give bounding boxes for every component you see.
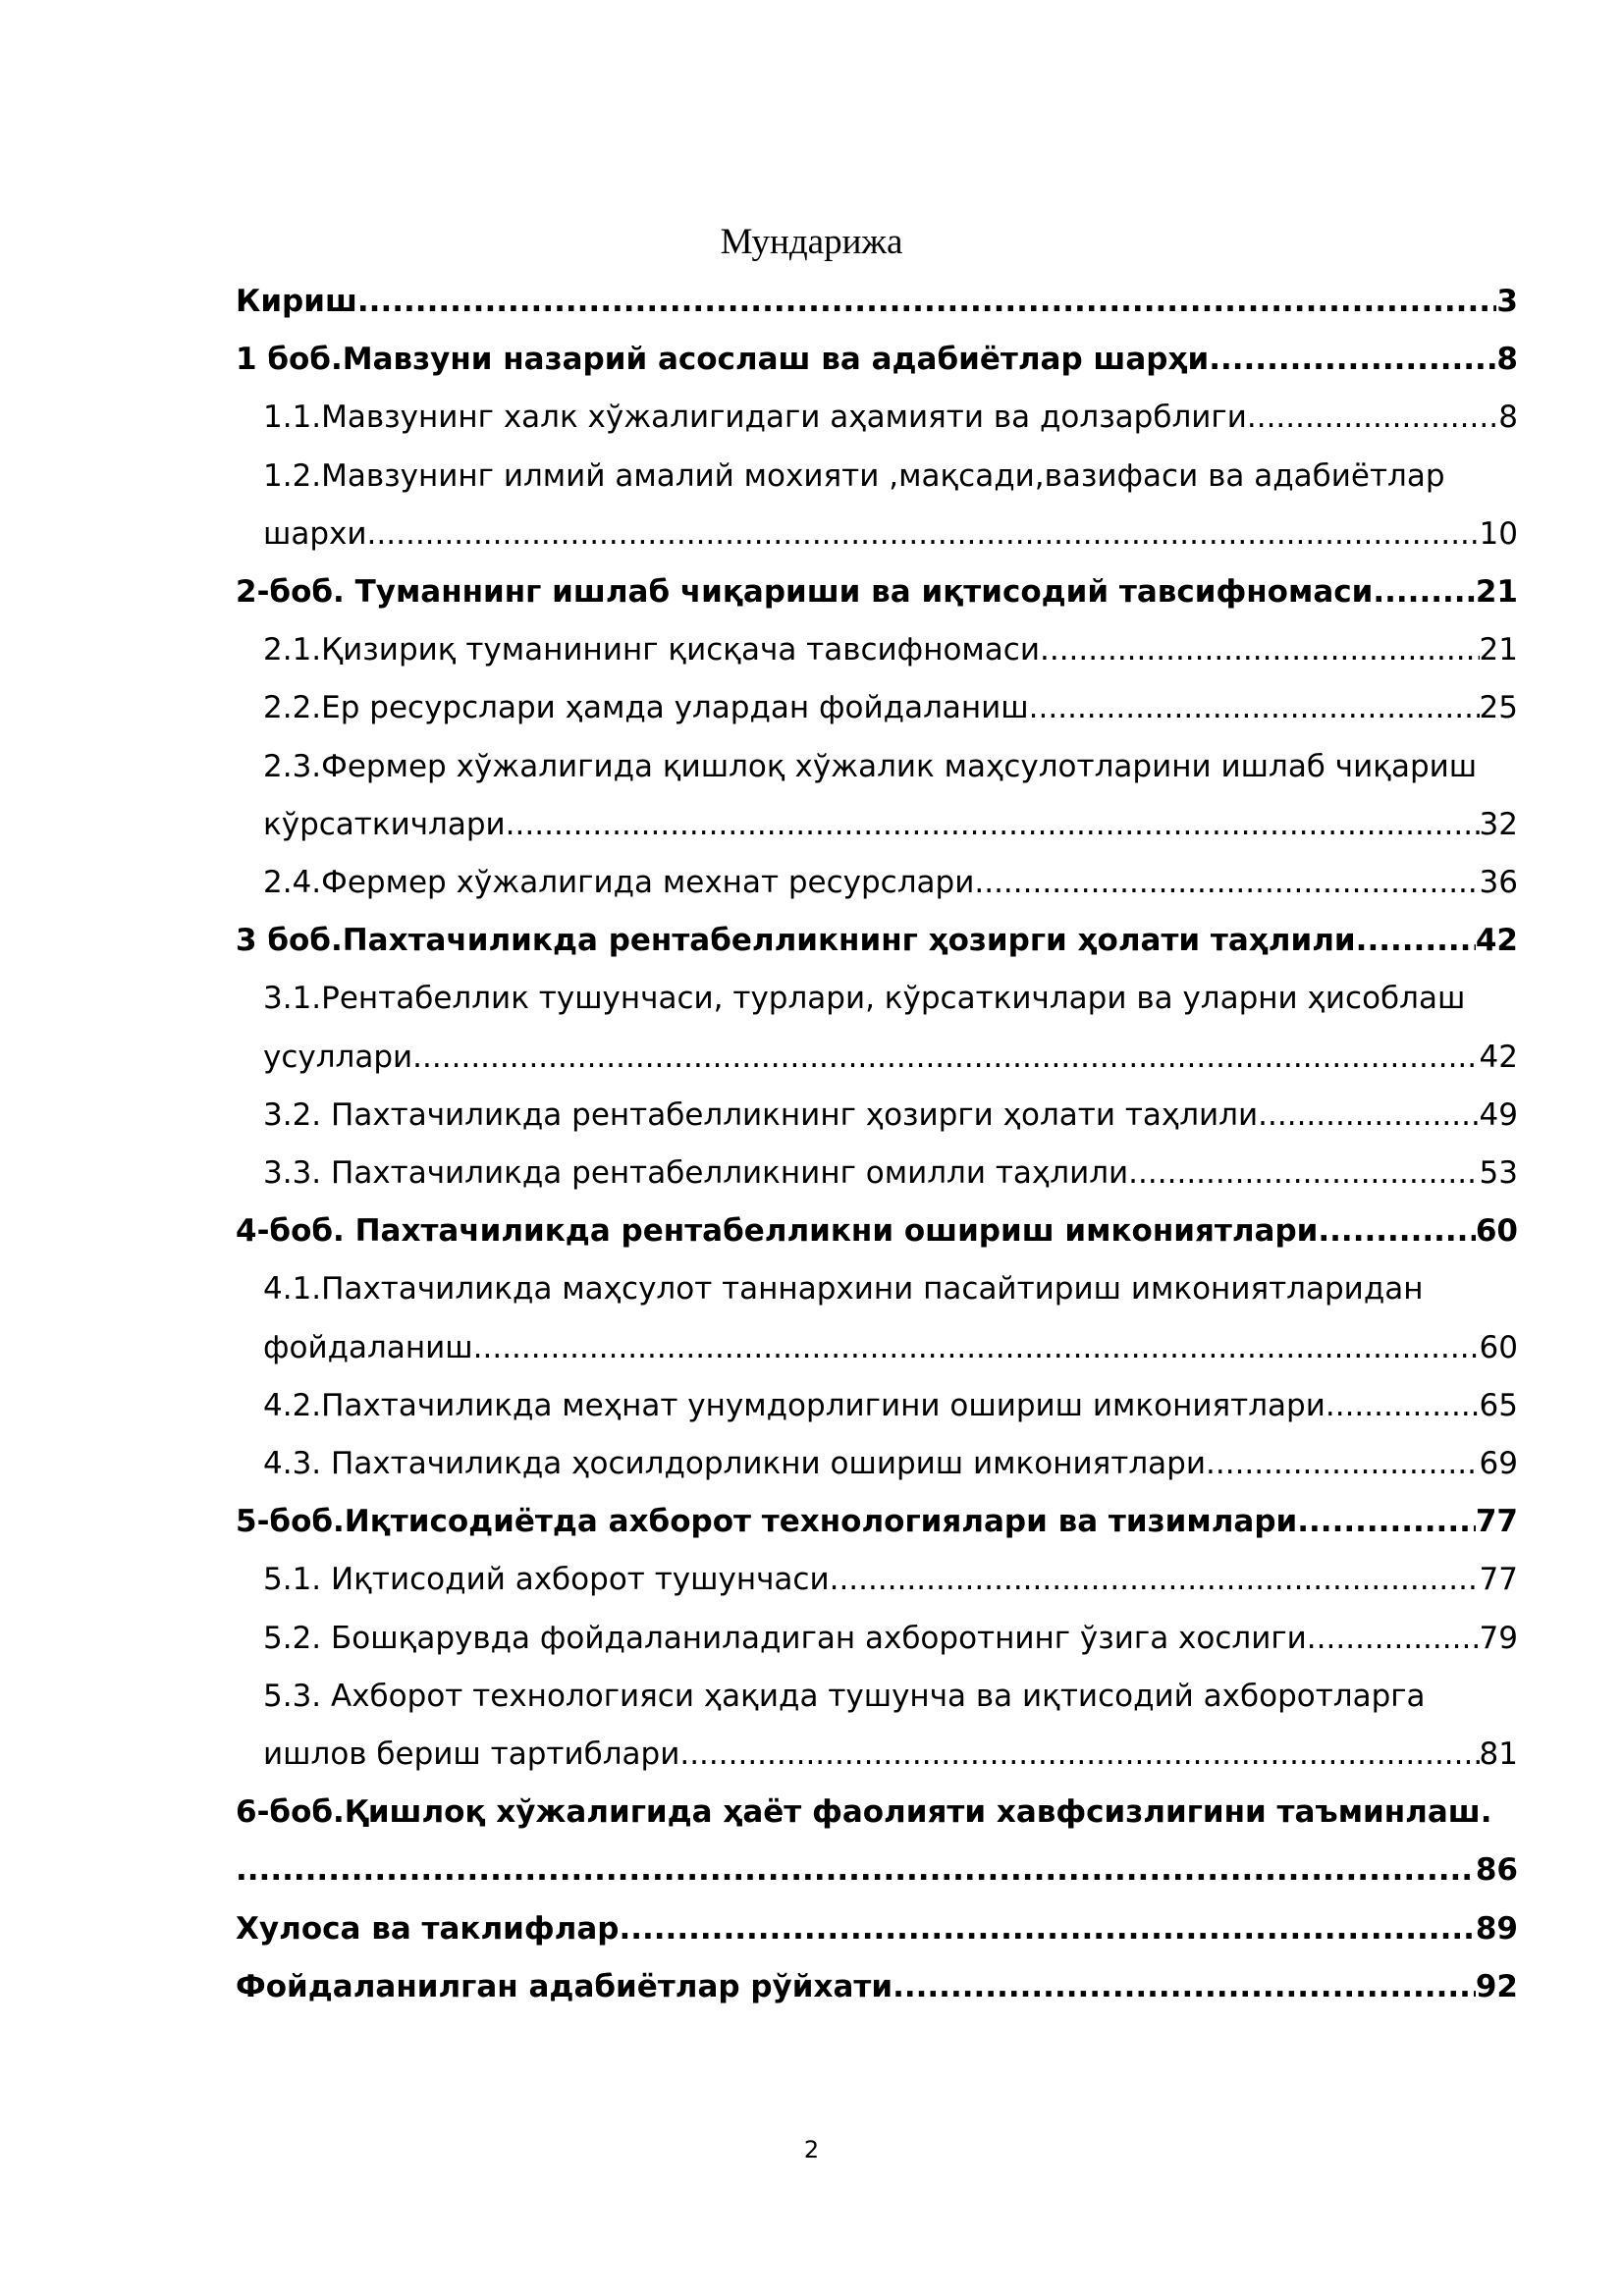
toc-section-row (263, 976, 1518, 1021)
toc-entry-page: 25 (1479, 690, 1518, 726)
toc-section-row (263, 744, 1518, 789)
toc-dot-leader (236, 1847, 1476, 1893)
toc-entry-title: 2-боб. Туманнинг ишлаб чиқариши ва иқтисодий тавсифномаси (236, 574, 1374, 610)
toc-section-row (263, 511, 1518, 557)
toc-dot-leader (619, 1906, 1475, 1951)
toc-entry-page: 42 (1475, 923, 1518, 959)
toc-entry-page: 21 (1475, 574, 1518, 610)
toc-entry-page: 77 (1479, 1562, 1518, 1598)
toc-entry-title: 3.2. Пахтачиликда рентабелликнинг ҳозирги ҳолати таҳлили (263, 1096, 1259, 1133)
toc-entry-title: 6-боб.Қишлоқ хўжалигида ҳаёт фаолияти хавфсизлигини таъминлаш. (236, 1794, 1492, 1831)
toc-entry-page: 81 (1479, 1736, 1518, 1772)
toc-entry-page: 3 (1496, 284, 1518, 319)
toc-dot-leader (1373, 569, 1476, 614)
toc-entry-title: 3 боб.Пахтачиликда рентабелликнинг ҳозирги ҳолати таҳлили (236, 923, 1356, 959)
toc-dot-leader (1138, 1150, 1480, 1196)
toc-entry-page: 21 (1479, 632, 1518, 668)
toc-chapter-row (236, 1499, 1518, 1544)
toc-dot-leader (357, 279, 1497, 324)
toc-entry-page: 77 (1475, 1504, 1518, 1540)
toc-entry-title: фойдаланиш (263, 1329, 473, 1365)
toc-entry-page: 89 (1475, 1910, 1518, 1947)
toc-entry-title: 2.4.Фермер хўжалигида мехнат ресурслари (263, 865, 975, 900)
toc-entry-page: 49 (1479, 1096, 1518, 1133)
toc-section-row (263, 1383, 1518, 1428)
toc-entry-page: 92 (1475, 1968, 1518, 2004)
page-number: 2 (803, 2136, 820, 2163)
toc-entry-page: 42 (1479, 1039, 1518, 1075)
toc-entry-title: 5.3. Ахборот технологияси ҳақида тушунча ва иқтисодий ахборотларга (263, 1678, 1426, 1714)
toc-entry-page: 86 (1475, 1852, 1518, 1889)
toc-dot-leader (473, 1325, 1480, 1370)
toc-dot-leader (830, 1557, 1480, 1602)
toc-section-row (263, 1557, 1518, 1602)
toc-section-row (263, 1093, 1518, 1138)
toc-section-row (263, 1732, 1518, 1777)
toc-section-row (263, 627, 1518, 672)
toc-dot-leader (367, 511, 1480, 557)
toc-entry-page: 10 (1479, 515, 1518, 552)
toc-chapter-row (236, 1208, 1518, 1254)
toc-section-row (263, 802, 1518, 847)
toc-section-row (263, 395, 1518, 440)
toc-dot-leader (1209, 337, 1496, 382)
toc-dot-leader (1258, 1093, 1479, 1138)
toc-entry-page: 60 (1475, 1213, 1518, 1250)
toc-section-row (263, 1266, 1518, 1311)
toc-section-row (263, 685, 1518, 730)
toc-entry-title: 5.2. Бошқарувда фойдаланиладиган ахборотнинг ўзига хослиги (263, 1620, 1307, 1656)
toc-section-row (263, 1325, 1518, 1370)
toc-dot-leader (506, 802, 1480, 847)
toc-entry-title: 3.3. Пахтачиликда рентабелликнинг омилли таҳлили. (263, 1155, 1139, 1191)
toc-entry-page: 60 (1479, 1329, 1518, 1365)
toc-dot-leader (1307, 1616, 1480, 1661)
toc-dot-leader (1356, 918, 1476, 963)
toc-entry-title: Фойдаланилган адабиётлар рўйхати (236, 1968, 893, 2004)
toc-entry-title: 4-боб. Пахтачиликда рентабелликни ошириш имкониятлари. (236, 1213, 1330, 1250)
toc-section-row (263, 1674, 1518, 1719)
toc-entry-page: 8 (1496, 342, 1518, 378)
toc-entry-title: 1.2.Мавзунинг илмий амалий мохияти ,мақсади,вазифаси ва адабиётлар (263, 457, 1445, 494)
toc-entry-title: кўрсаткичлари (263, 806, 506, 842)
toc-entry-title: 2.3.Фермер хўжалигида қишлоқ хўжалик маҳсулотларини ишлаб чиқариш (263, 748, 1478, 784)
toc-entry-page: 36 (1479, 865, 1518, 900)
toc-entry-title: 2.2.Ер ресурслари ҳамда улардан фойдаланиш (263, 690, 1029, 726)
toc-section-row (263, 1616, 1518, 1661)
toc-chapter-row (236, 569, 1518, 614)
toc-entry-title: 1 боб.Мавзуни назарий асослаш ва адабиётлар шарҳи (236, 342, 1210, 378)
toc-entry-title: 4.3. Пахтачиликда ҳосилдорликни ошириш имкониятлари. (263, 1446, 1216, 1481)
toc-dot-leader (422, 1035, 1480, 1080)
toc-entry-page: 79 (1479, 1620, 1518, 1656)
toc-dot-leader (1329, 1208, 1476, 1254)
toc-entry-page: 69 (1479, 1446, 1518, 1481)
toc-dot-leader (1216, 1441, 1480, 1486)
toc-section-row (263, 1035, 1518, 1080)
toc-chapter-row (236, 1789, 1518, 1835)
toc-dot-leader (1325, 1383, 1480, 1428)
toc-entry-title: 5-боб.Иқтисодиётда ахборот технологиялари ва тизимлари (236, 1504, 1298, 1540)
toc-chapter-row (236, 279, 1518, 324)
toc-entry-page: 65 (1479, 1387, 1518, 1423)
toc-dot-leader (679, 1732, 1479, 1777)
toc-dot-leader (893, 1964, 1476, 2009)
toc-entry-title: 4.2.Пахтачиликда меҳнат унумдорлигини ошириш имкониятлари (263, 1387, 1325, 1423)
toc-dot-leader (1029, 685, 1480, 730)
toc-dot-leader (1247, 395, 1498, 440)
toc-entry-page: 53 (1479, 1155, 1518, 1191)
toc-chapter-row (236, 1847, 1518, 1893)
toc-entry-title: ишлов бериш тартиблари (263, 1736, 680, 1772)
toc-entry-title: 1.1.Мавзунинг халк хўжалигидаги аҳамияти ва долзарблиги (263, 400, 1247, 436)
toc-entry-page: 32 (1479, 806, 1518, 842)
toc-entry-title: шархи (263, 515, 367, 552)
toc-dot-leader (1040, 627, 1480, 672)
toc-chapter-row (236, 918, 1518, 963)
toc-dot-leader (1297, 1499, 1476, 1544)
toc-section-row (263, 860, 1518, 905)
toc-section-row (263, 1441, 1518, 1486)
toc-entry-title: 4.1.Пахтачиликда маҳсулот таннархини пасайтириш имкониятларидан (263, 1271, 1424, 1308)
toc-entry-title: Хулоса ва таклифлар (236, 1910, 620, 1947)
toc-entry-title: 2.1.Қизириқ туманининг қисқача тавсифномаси (263, 632, 1040, 668)
toc-section-row (263, 1150, 1518, 1196)
toc-section-row (263, 454, 1518, 499)
page-title: Мундарижа (720, 222, 903, 262)
toc-chapter-row (236, 337, 1518, 382)
toc-entry-title: 3.1.Рентабеллик тушунчаси, турлари, кўрсаткичлари ва уларни ҳисоблаш (263, 981, 1466, 1017)
toc-entry-title: 5.1. Иқтисодий ахборот тушунчаси (263, 1562, 830, 1598)
toc-entry-page: 8 (1498, 400, 1518, 436)
toc-chapter-row (236, 1906, 1518, 1951)
toc-chapter-row (236, 1964, 1518, 2009)
toc-entry-title: усуллари. (263, 1039, 423, 1075)
toc-dot-leader (974, 860, 1479, 905)
toc-entry-title: Кириш (236, 284, 357, 319)
